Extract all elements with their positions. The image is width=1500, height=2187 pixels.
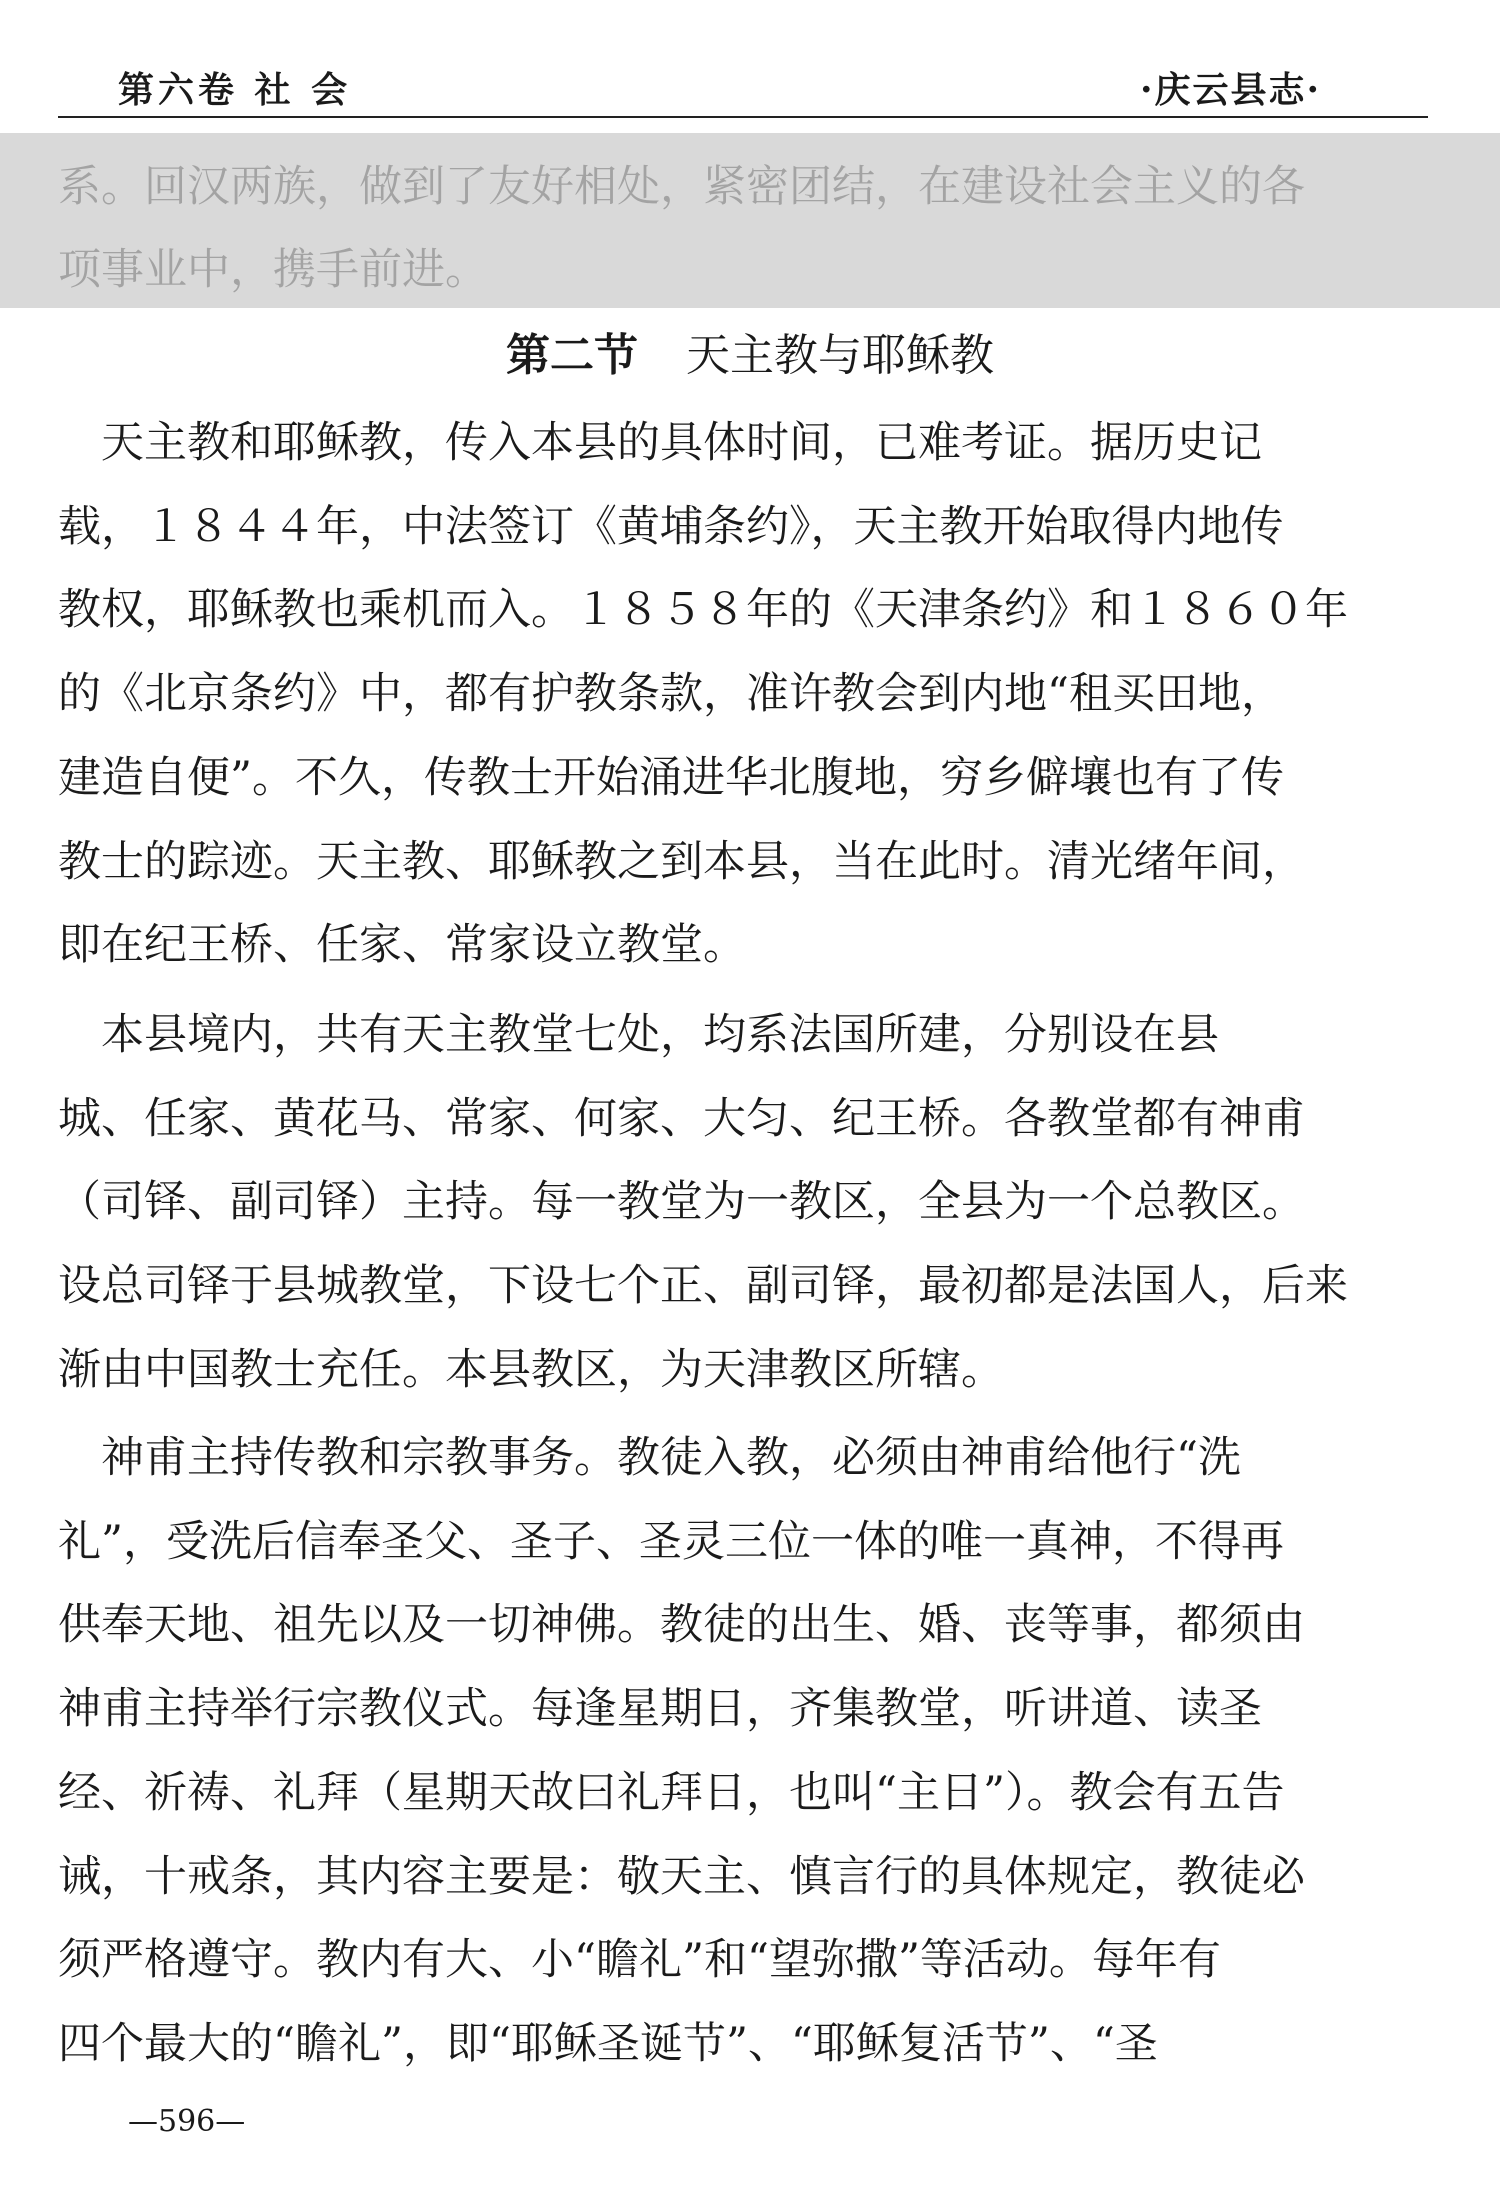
body-text-line: 载，１８４４年，中法签订《黄埔条约》，天主教开始取得内地传 [58, 502, 1284, 552]
body-text-line: 四个最大的“瞻礼”，即“耶稣圣诞节”、“耶稣复活节”、“圣 [58, 2019, 1158, 2069]
running-header-chapter: 第六卷 社 会 [118, 69, 352, 111]
highlighted-text-line: 系。回汉两族，做到了友好相处，紧密团结，在建设社会主义的各 [58, 162, 1305, 212]
body-text-line: 教权，耶稣教也乘机而入。１８５８年的《天津条约》和１８６０年 [58, 585, 1348, 635]
body-text-line: 设总司铎于县城教堂，下设七个正、副司铎，最初都是法国人，后来 [58, 1261, 1348, 1311]
body-text-line: 本县境内，共有天主教堂七处，均系法国所建，分别设在县 [58, 1010, 1219, 1060]
page-number: —596— [128, 2104, 246, 2139]
body-text-line: 经、祈祷、礼拜（星期天故曰礼拜日，也叫“主日”）。教会有五告 [58, 1768, 1285, 1818]
body-text-line: 须严格遵守。教内有大、小“瞻礼”和“望弥撒”等活动。每年有 [58, 1935, 1221, 1985]
body-text-line: 诫，十戒条，其内容主要是：敬天主、慎言行的具体规定，教徒必 [58, 1852, 1305, 1902]
body-text-line: 神甫主持举行宗教仪式。每逢星期日，齐集教堂，听讲道、读圣 [58, 1684, 1262, 1734]
header-rule [58, 116, 1428, 118]
body-text-line: （司铎、副司铎）主持。每一教堂为一教区，全县为一个总教区。 [58, 1177, 1305, 1227]
body-text-line: 的《北京条约》中，都有护教条款，准许教会到内地“租买田地， [58, 669, 1284, 719]
section-title: 天主教与耶稣教 [686, 330, 994, 381]
section-number: 第二节 [506, 330, 638, 381]
section-heading [0, 326, 1500, 386]
body-text-line: 礼”，受洗后信奉圣父、圣子、圣灵三位一体的唯一真神，不得再 [58, 1517, 1284, 1567]
body-text-line: 城、任家、黄花马、常家、何家、大匀、纪王桥。各教堂都有神甫 [58, 1094, 1305, 1144]
body-text-line: 天主教和耶稣教，传入本县的具体时间，已难考证。据历史记 [58, 418, 1262, 468]
body-text-line: 即在纪王桥、任家、常家设立教堂。 [58, 920, 746, 970]
highlighted-text-line: 项事业中，携手前进。 [58, 245, 488, 295]
body-text-line: 供奉天地、祖先以及一切神佛。教徒的出生、婚、丧等事，都须由 [58, 1600, 1305, 1650]
body-text-line: 渐由中国教士充任。本县教区，为天津教区所辖。 [58, 1345, 1004, 1395]
running-header-title: ·庆云县志· [1140, 69, 1322, 111]
body-text-line: 教士的踪迹。天主教、耶稣教之到本县，当在此时。清光绪年间， [58, 837, 1305, 887]
body-text-line: 神甫主持传教和宗教事务。教徒入教，必须由神甫给他行“洗 [58, 1433, 1241, 1483]
body-text-line: 建造自便”。不久，传教士开始涌进华北腹地，穷乡僻壤也有了传 [58, 753, 1284, 803]
